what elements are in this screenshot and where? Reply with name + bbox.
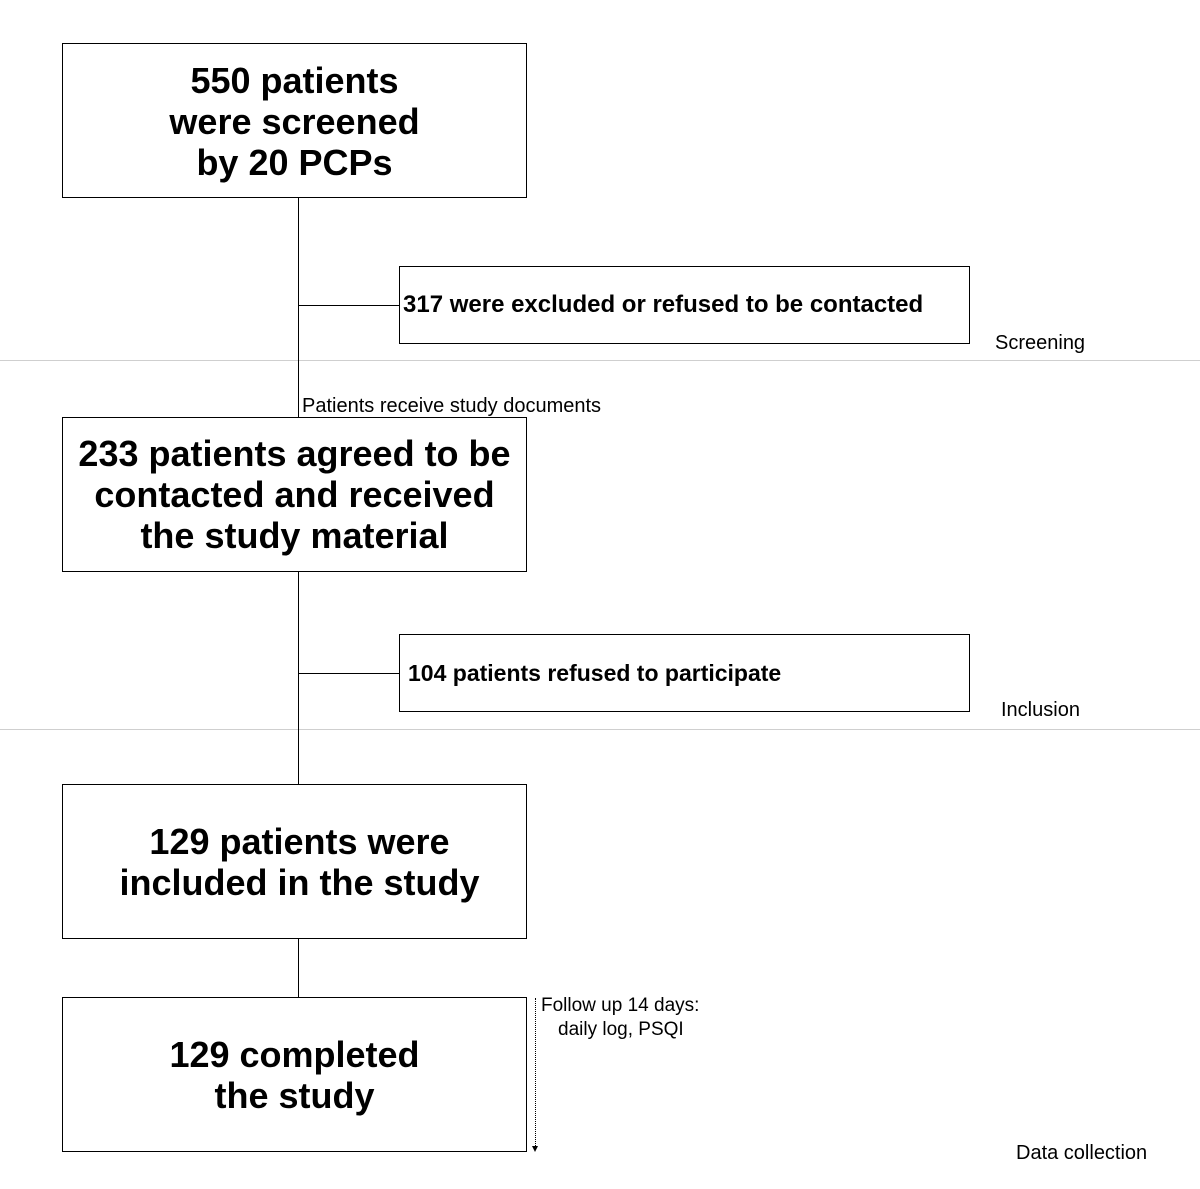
connector-to-refused xyxy=(298,673,400,674)
followup-arrowhead-icon xyxy=(532,1146,538,1152)
box-excluded: 317 were excluded or refused to be contacted xyxy=(399,266,970,344)
connector-vertical-1 xyxy=(298,197,299,418)
followup-note-line1: Follow up 14 days: xyxy=(541,995,700,1016)
box-agreed: 233 patients agreed to be contacted and received the study material xyxy=(62,417,527,572)
label-receive-documents: Patients receive study documents xyxy=(302,395,602,417)
box-screened: 550 patients were screened by 20 PCPs xyxy=(62,43,527,198)
connector-vertical-2 xyxy=(298,571,299,785)
box-completed: 129 completed the study xyxy=(62,997,527,1152)
phase-separator-inclusion xyxy=(0,729,1200,730)
followup-dotted-arrow-line xyxy=(535,998,536,1146)
phase-label-screening: Screening xyxy=(995,332,1086,354)
box-refused: 104 patients refused to participate xyxy=(399,634,970,712)
phase-label-inclusion: Inclusion xyxy=(1001,699,1080,721)
connector-vertical-3 xyxy=(298,938,299,998)
connector-to-excluded xyxy=(298,305,400,306)
phase-separator-screening xyxy=(0,360,1200,361)
box-included: 129 patients were included in the study xyxy=(62,784,527,939)
followup-note-line2: daily log, PSQI xyxy=(558,1019,684,1040)
phase-label-data-collection: Data collection xyxy=(1016,1142,1148,1164)
